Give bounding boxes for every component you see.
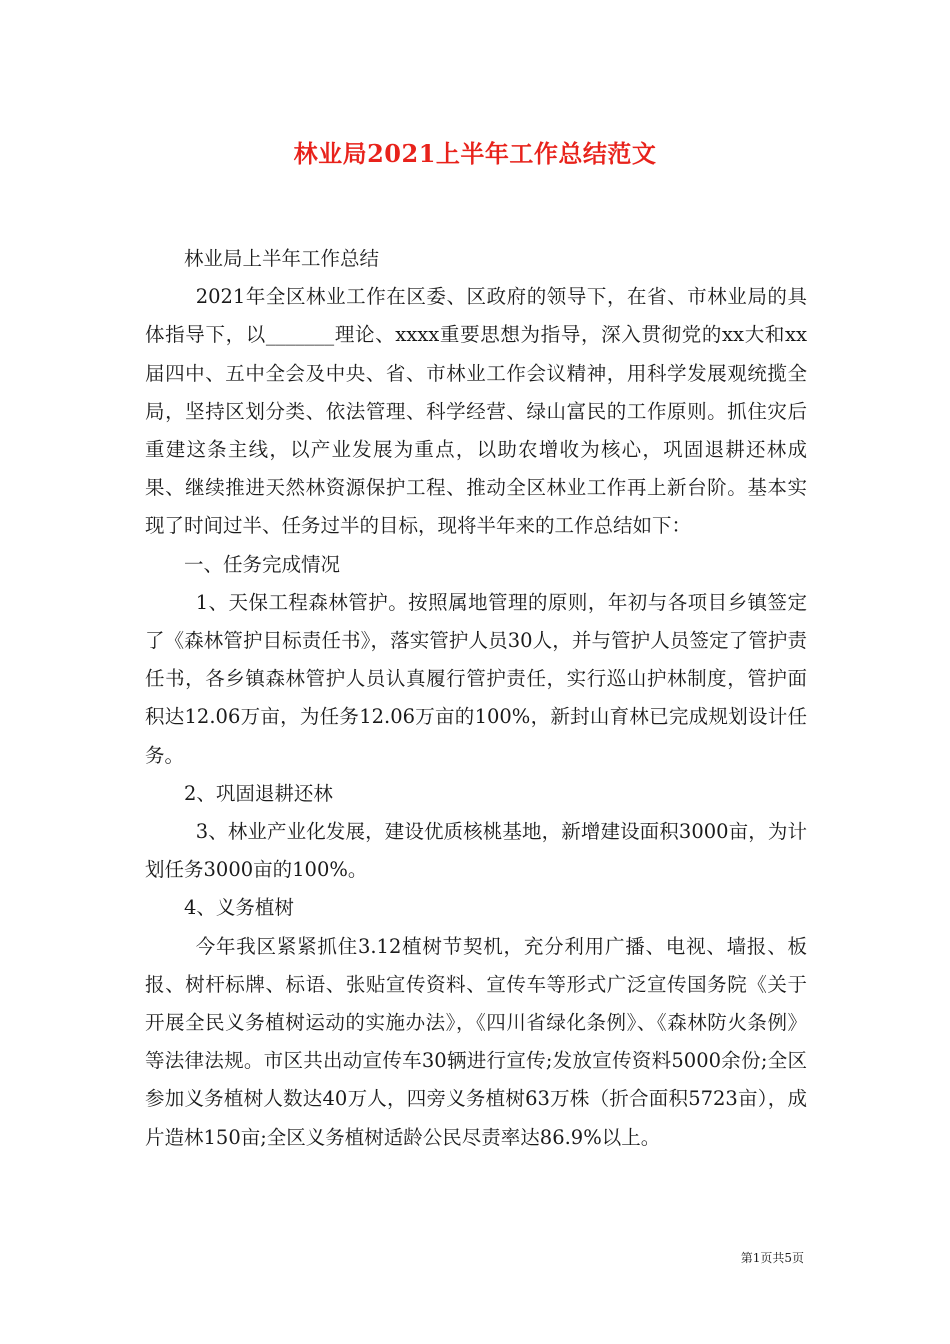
item-3-paragraph: 3、林业产业化发展，建设优质核桃基地，新增建设面积3000亩，为计划任务3000亩的100%。 (145, 820, 807, 882)
section-heading-task-completion: 一、任务完成情况 (184, 552, 341, 576)
item-1-paragraph: 1、天保工程森林管护。按照属地管理的原则，年初与各项目乡镇签定了《森林管护目标责任书》，落实管护人员30人，并与管护人员签定了管护责任书，各乡镇森林管护人员认真履行管护责任，实行巡山护林制度，管护面积达12.06万亩，为任务12.06万亩的100%，新封山育林已完成规划设计任务。 (145, 590, 807, 767)
item-4-heading: 4、义务植树 (184, 896, 294, 920)
item-2-heading: 2、巩固退耕还林 (184, 781, 333, 805)
document-body (145, 240, 807, 1157)
intro-paragraph: 2021年全区林业工作在区委、区政府的领导下，在省、市林业局的具体指导下，以_______理论、xxxx重要思想为指导，深入贯彻党的xx大和xx届四中、五中全会及中央、省、市林业工作会议精神，用科学发展观统揽全局，坚持区划分类、依法管理、科学经营、绿山富民的工作原则。抓住灾后重建这条主线，以产业发展为重点，以助农增收为核心，巩固退耕还林成果、继续推进天然林资源保护工程、推动全区林业工作再上新台阶。基本实现了时间过半、任务过半的目标，现将半年来的工作总结如下： (145, 285, 807, 538)
subtitle-paragraph: 林业局上半年工作总结 (184, 247, 380, 270)
page-number: 第1页共5页 (740, 1251, 804, 1265)
tree-planting-paragraph: 今年我区紧紧抓住3.12植树节契机，充分利用广播、电视、墙报、板报、树杆标牌、标语、张贴宣传资料、宣传车等形式广泛宣传国务院《关于开展全民义务植树运动的实施办法》，《四川省绿化条例》、《森林防火条例》等法律法规。市区共出动宣传车30辆进行宣传;发放宣传资料5000余份;全区参加义务植树人数达40万人，四旁义务植树63万株（折合面积5723亩），成片造林150亩;全区义务植树适龄公民尽责率达86.9%以上。 (145, 934, 807, 1149)
page-title: 林业局2021上半年工作总结范文 (293, 139, 657, 168)
